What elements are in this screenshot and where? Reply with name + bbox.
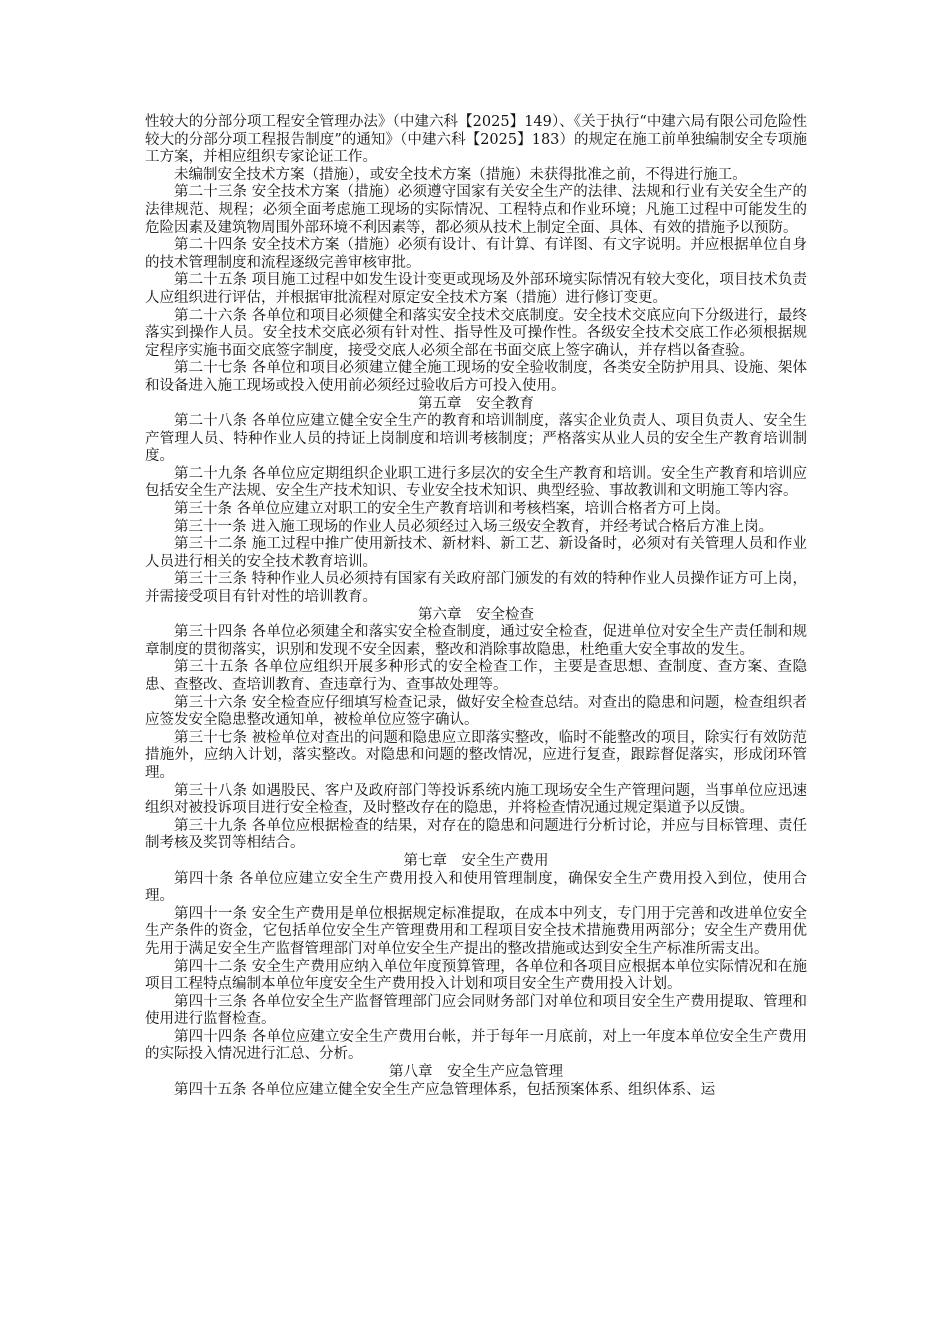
chapter-heading: 第七章 安全生产费用 <box>403 852 549 869</box>
paragraph: 第二十九条 各单位应定期组织企业职工进行多层次的安全生产教育和培训。安全生产教育和培训应包括安全生产法规、安全生产技术知识、专业安全技术知识、典型经验、事故教训和文明施工等内容。 <box>145 465 807 500</box>
paragraph: 第三十八条 如遇股民、客户及政府部门等投诉系统内施工现场安全生产管理问题，当事单位应迅速组织对被投诉项目进行安全检查，及时整改存在的隐患，并将检查情况通过规定渠道予以反馈。 <box>145 782 807 817</box>
chapter-heading: 第八章 安全生产应急管理 <box>389 1064 563 1081</box>
paragraph: 第三十五条 各单位应组织开展多种形式的安全检查工作，主要是查思想、查制度、查方案、查隐患、查整改、查培训教育、查违章行为、查事故处理等。 <box>145 659 807 693</box>
paragraph: 第三十二条 施工过程中推广使用新技术、新材料、新工艺、新设备时，必须对有关管理人员和作业人员进行相关的安全技术教育培训。 <box>145 536 807 570</box>
paragraph: 第三十条 各单位应建立对职工的安全生产教育培训和考核档案，培训合格者方可上岗。 <box>174 501 730 518</box>
paragraph: 第三十四条 各单位必须建全和落实安全检查制度，通过安全检查，促进单位对安全生产责任制和规章制度的贯彻落实，识别和发现不安全因素，整改和消除事故隐患，杜绝重大安全事故的发生。 <box>145 624 807 658</box>
paragraph: 第四十一条 安全生产费用是单位根据规定标准提取，在成本中列支，专门用于完善和改进单位安全生产条件的资金，它包括单位安全生产管理费用和工程项目安全技术措施费用两部分；安全生产费用优先用于满足安全生产监督管理部门对单位安全生产提出的整改措施或达到安全生产标准所需支出。 <box>145 905 807 957</box>
paragraph: 第二十五条 项目施工过程中如发生设计变更或现场及外部环境实际情况有较大变化，项目技术负责人应组织进行评估，并根据审批流程对原定安全技术方案（措施）进行修订变更。 <box>145 272 807 306</box>
paragraph: 第四十四条 各单位应建立安全生产费用台帐，并于每年一月底前，对上一年度本单位安全生产费用的实际投入情况进行汇总、分析。 <box>145 1028 807 1063</box>
paragraph: 第二十四条 安全技术方案（措施）必须有设计、有计算、有详图、有文字说明。并应根据单位自身的技术管理制度和流程逐级完善审核审批。 <box>145 237 807 271</box>
paragraph: 未编制安全技术方案（措施），或安全技术方案（措施）未获得批准之前，不得进行施工。 <box>174 166 747 183</box>
paragraph: 性较大的分部分项工程安全管理办法》（中建六科【2025】149）、《关于执行“中建六局有限公司危险性较大的分部分项工程报告制度”的通知》（中建六科【2025】183）的规定在施工前单独编制安全专项施工方案，并相应组织专家论证工作。 <box>145 114 807 166</box>
paragraph: 第二十六条 各单位和项目必须健全和落实安全技术交底制度。安全技术交底应向下分级进行，最终落实到操作人员。安全技术交底必须有针对性、指导性及可操作性。各级安全技术交底工作必须根据规定程序实施书面交底签字制度，接受交底人必须全部在书面交底上签字确认，并存档以备查验。 <box>145 307 807 359</box>
paragraph: 第三十一条 进入施工现场的作业人员必须经过入场三级安全教育，并经考试合格后方准上岗。 <box>174 518 774 535</box>
chapter-heading: 第六章 安全检查 <box>418 606 534 623</box>
paragraph: 第二十八条 各单位应建立健全安全生产的教育和培训制度，落实企业负责人、项目负责人、安全生产管理人员、特种作业人员的持证上岗制度和培训考核制度；严格落实从业人员的安全生产教育培训制度。 <box>145 413 807 465</box>
document-body <box>145 114 807 1099</box>
paragraph: 第三十九条 各单位应根据检查的结果，对存在的隐患和问题进行分析讨论，并应与目标管理、责任制考核及奖罚等相结合。 <box>145 817 807 852</box>
paragraph: 第四十条 各单位应建立安全生产费用投入和使用管理制度，确保安全生产费用投入到位，使用合理。 <box>145 870 807 905</box>
paragraph: 第三十三条 特种作业人员必须持有国家有关政府部门颁发的有效的特种作业人员操作证方可上岗，并需接受项目有针对性的培训教育。 <box>145 571 807 606</box>
paragraph: 第三十六条 安全检查应仔细填写检查记录，做好安全检查总结。对查出的隐患和问题，检查组织者应签发安全隐患整改通知单，被检单位应签字确认。 <box>145 694 807 729</box>
paragraph: 第二十三条 安全技术方案（措施）必须遵守国家有关安全生产的法律、法规和行业有关安全生产的法律规范、规程；必须全面考虑施工现场的实际情况、工程特点和作业环境；凡施工过程中可能发生的危险因素及建筑物周围外部环境不利因素等，都必须从技术上制定全面、具体、有效的措施予以预防。 <box>145 184 807 236</box>
paragraph: 第三十七条 被检单位对查出的问题和隐患应立即落实整改，临时不能整改的项目，除实行有效防范措施外，应纳入计划，落实整改。对隐患和问题的整改情况，应进行复查，跟踪督促落实，形成闭环管理。 <box>145 729 807 781</box>
paragraph: 第四十二条 安全生产费用应纳入单位年度预算管理，各单位和各项目应根据本单位实际情况和在施项目工程特点编制本单位年度安全生产费用投入计划和项目安全生产费用投入计划。 <box>145 958 807 993</box>
paragraph: 第二十七条 各单位和项目必须建立健全施工现场的安全验收制度，各类安全防护用具、设施、架体和设备进入施工现场或投入使用前必须经过验收后方可投入使用。 <box>145 360 807 394</box>
chapter-heading: 第五章 安全教育 <box>418 395 534 412</box>
paragraph: 第四十五条 各单位应建立健全安全生产应急管理体系，包括预案体系、组织体系、运 <box>174 1081 716 1098</box>
paragraph: 第四十三条 各单位安全生产监督管理部门应会同财务部门对单位和项目安全生产费用提取、管理和使用进行监督检查。 <box>145 993 807 1028</box>
